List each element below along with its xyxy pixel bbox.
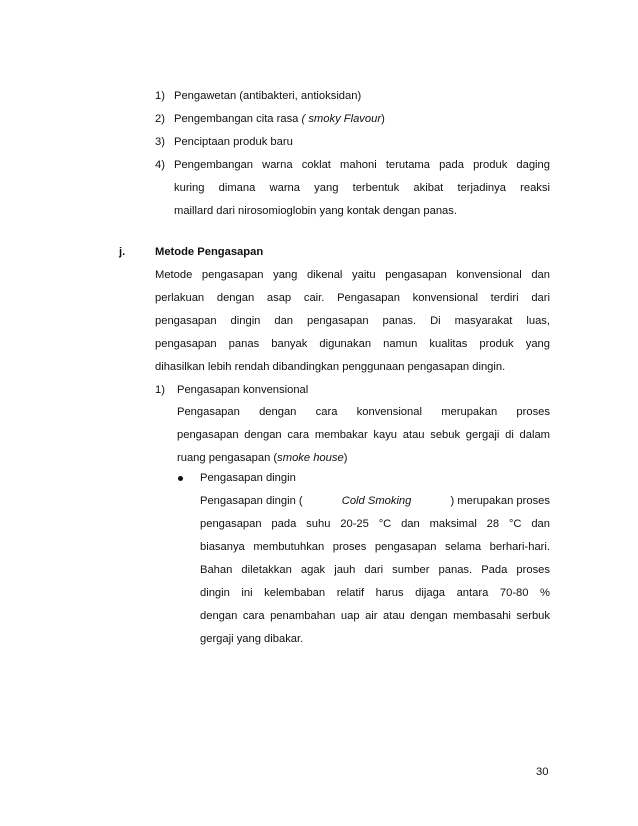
bullet-dot [178, 476, 183, 481]
sub-line: Pengasapan dengan cara konvensional merupakan proses [177, 406, 550, 418]
section-letter: j. [119, 246, 126, 258]
list-item-text [174, 112, 385, 126]
list-number: 2) [155, 113, 165, 125]
list-number: 1) [155, 90, 165, 102]
list-item-line: kuring dimana warna yang terbentuk akibat terjadinya reaksi [174, 182, 550, 194]
paragraph-line: pengasapan panas banyak digunakan namun kualitas produk yang [155, 338, 550, 350]
page-number: 30 [536, 766, 549, 778]
bullet-line: biasanya membutuhkan proses pengasapan selama berhari-hari. [200, 541, 550, 553]
paragraph-line: dihasilkan lebih rendah dibandingkan penggunaan pengasapan dingin. [155, 361, 506, 373]
sub-line-part: ) [343, 452, 348, 464]
bullet-line: Bahan diletakkan agak jauh dari sumber panas. Pada proses [200, 564, 550, 576]
bullet-line: gergaji yang dibakar. [200, 633, 304, 645]
list-item-text: Pengawetan (antibakteri, antioksidan) [174, 90, 362, 102]
list-item-text-part: Pengembangan cita rasa [174, 113, 302, 125]
paragraph-line: perlakuan dengan asap cair. Pengasapan konvensional terdiri dari [155, 292, 550, 304]
bullet-title: Pengasapan dingin [200, 472, 296, 484]
list-item-line: Pengembangan warna coklat mahoni terutama pada produk daging [174, 159, 550, 171]
bullet-line-italic: Cold Smoking [341, 495, 412, 507]
sub-line: pengasapan dengan cara membakar kayu atau sebuk gergaji di dalam [177, 429, 550, 441]
sub-title: Pengasapan konvensional [177, 384, 309, 396]
list-item-text-part: ) [381, 113, 385, 125]
bullet-line-part: Pengasapan dingin ( [200, 495, 303, 507]
list-item-text: Penciptaan produk baru [174, 136, 293, 148]
sub-line [177, 451, 347, 465]
paragraph-line: Metode pengasapan yang dikenal yaitu pengasapan konvensional dan [155, 269, 550, 281]
list-number: 4) [155, 159, 165, 171]
list-item-italic: ( smoky Flavour [301, 113, 382, 125]
list-number: 3) [155, 136, 165, 148]
bullet-line: dengan cara penambahan uap air atau dengan membasahi serbuk [200, 610, 550, 622]
sub-line-italic: smoke house [277, 452, 344, 464]
bullet-line-part: ) merupakan proses [450, 495, 550, 507]
bullet-line [200, 494, 550, 508]
list-item-line: maillard dari nirosomioglobin yang kontak dengan panas. [174, 205, 457, 217]
sub-number: 1) [155, 384, 165, 396]
bullet-line: dingin ini kelembaban relatif harus dijaga antara 70-80 % [200, 587, 550, 599]
paragraph-line: pengasapan dingin dan pengasapan panas. Di masyarakat luas, [155, 315, 550, 327]
sub-line-part: ruang pengasapan ( [177, 452, 278, 464]
bullet-line: pengasapan pada suhu 20-25 °C dan maksimal 28 °C dan [200, 518, 550, 530]
section-title: Metode Pengasapan [155, 246, 264, 258]
